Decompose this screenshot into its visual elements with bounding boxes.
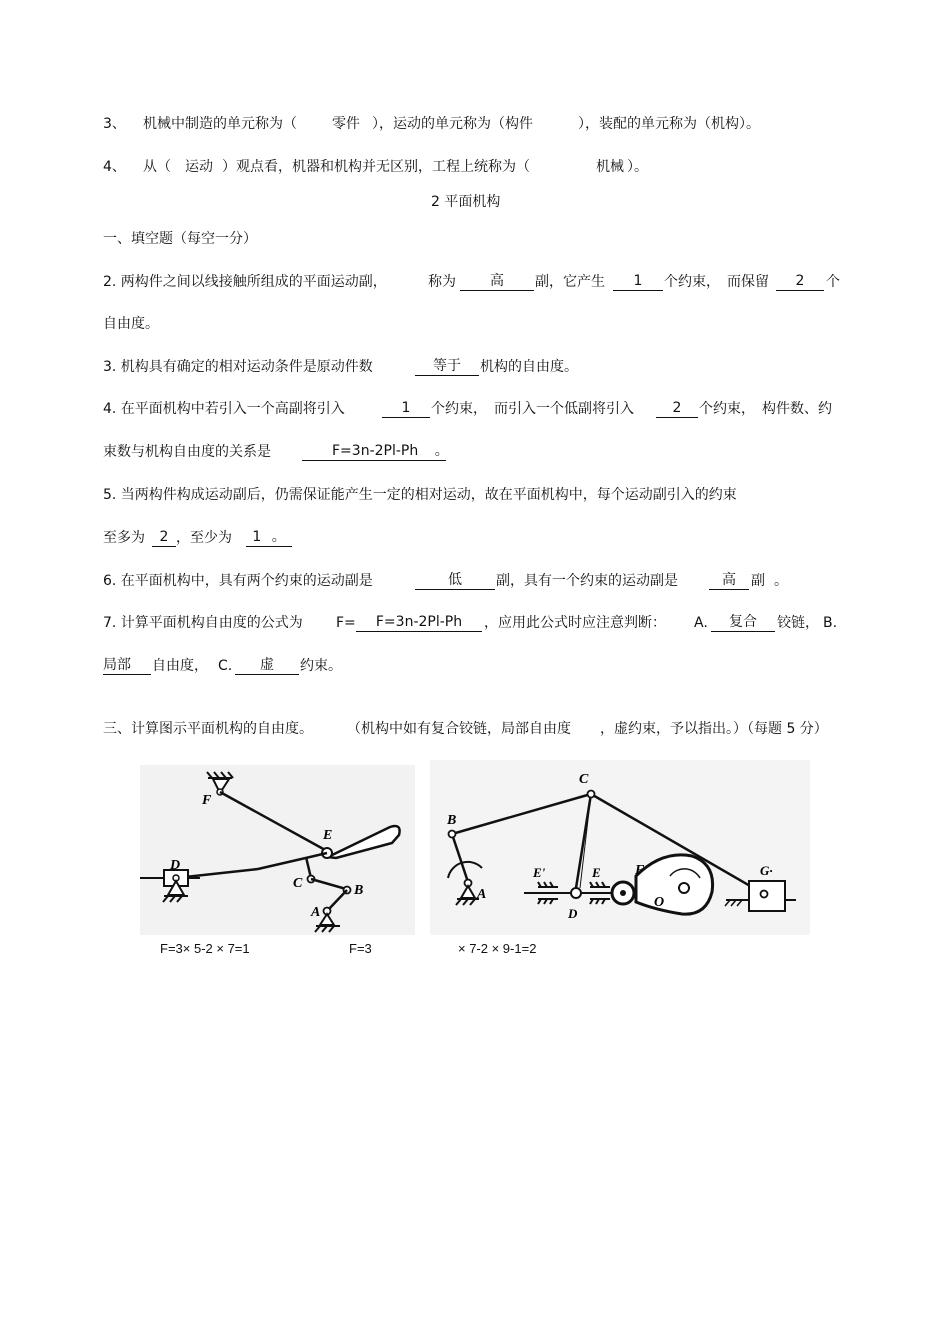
label-a2: A [477,887,487,902]
f7-text-3: ，应用此公式时应注意判断： [484,615,666,631]
joint-b2 [449,831,456,838]
f5-blank-1: 2 [152,528,176,547]
label-d: D [170,858,181,873]
f7-blank-4: 虚 [235,656,299,675]
f7-text-6: B. [823,615,838,631]
q4-text-3: ）。 [627,159,648,175]
f3-text-2: 机构的自由度。 [480,359,578,375]
label-f2: F [635,863,645,878]
f4-answer-3-suffix: 。 [434,443,449,459]
f7-text-2: F= [336,615,356,631]
f6-blank-1: 低 [415,571,495,590]
f7-blank-3: 局部 [103,656,151,675]
q4-answer-1: 运动 [185,159,213,175]
f7-text-1: 7. 计算平面机构自由度的公式为 [103,615,303,631]
label-c2: C [579,772,589,787]
part-3-text-3: ，虚约束，予以指出。）（每题 5 分） [600,721,828,737]
f5-text-2: 至多为 [103,530,145,546]
fill-2-line-2: 自由度。 [103,316,159,332]
joint-c2 [588,791,595,798]
f7-text-8: C. [218,658,233,674]
f7-blank-1: F=3n-2Pl-Ph [356,613,482,632]
f4-blank-3 [302,442,449,461]
part-3-text-2: （机构中如有复合铰链，局部自由度 [347,721,571,737]
label-b: B [354,883,364,898]
joint-d2 [571,888,581,898]
f6-blank-2: 高 [709,571,749,590]
f2-text-2: 称为 [428,274,456,290]
f4-text-3: 而引入一个低副将引入 [494,401,634,417]
f4-text-5: 构件数、约 [762,401,832,417]
mechanism-figure-2 [430,760,810,935]
part-3-text-1: 三、计算图示平面机构的自由度。 [103,721,313,737]
f4-text-4: 个约束， [699,401,755,417]
section-title: 2 平面机构 [431,194,501,210]
cam-pivot-o [679,883,689,893]
figure-1-background [140,765,415,935]
f4-blank-2: 2 [656,399,698,418]
f2-text-3: 副，它产生 [535,274,605,290]
q3-number: 3、 [103,116,126,132]
f3-text-1: 3. 机构具有确定的相对运动条件是原动件数 [103,359,373,375]
fill-5: 5. 当两构件构成运动副后，仍需保证能产生一定的相对运动，故在平面机构中，每个运动副引入的约束 [103,487,737,503]
q3-text-3: ），装配的单元称为（机构）。 [578,116,760,132]
f6-answer-2-suffix: 副 [751,573,765,589]
label-a: A [311,905,321,920]
f6-text-1: 6. 在平面机构中，具有两个约束的运动副是 [103,573,373,589]
label-c: C [293,876,303,891]
f5-answer-2-suffix: 。 [271,529,286,545]
f2-text-4: 个约束， [664,274,720,290]
q4-answer-2: 机械 [596,159,624,175]
f2-blank-2: 1 [613,272,663,291]
f4-text-6: 束数与机构自由度的关系是 [103,444,271,460]
f2-text-1: 2. 两构件之间以线接触所组成的平面运动副， [103,274,387,290]
f5-answer-2: 1 [252,529,262,545]
f7-blank-2: 复合 [711,613,775,632]
q3-answer-1: 零件 [332,116,360,132]
f5-blank-2 [246,528,292,547]
f7-text-7: 自由度， [152,658,208,674]
f3-blank-1: 等于 [415,357,479,376]
label-d2: D [568,906,578,921]
mechanism-figure-1 [140,765,415,935]
f2-blank-3: 2 [776,272,824,291]
q3-text-1: 机械中制造的单元称为（ [143,116,297,132]
f7-text-9: 约束。 [300,658,342,674]
label-f: F [202,793,212,808]
label-o: O [654,895,665,910]
f4-blank-1: 1 [382,399,430,418]
figure-1-caption: F=3× 5-2 × 7=1 [160,941,250,956]
label-g: G· [760,863,773,878]
f7-text-4: A. [694,615,708,631]
f2-blank-1: 高 [460,272,534,291]
f5-text-3: ，至少为 [176,530,232,546]
q4-text-2: ）观点看，机器和机构并无区别，工程上统称为（ [222,159,530,175]
f2-text-5: 而保留 [727,274,769,290]
label-e2: E [592,865,601,880]
f6-text-3: 。 [774,573,788,589]
f4-answer-3: F=3n-2Pl-Ph [332,443,419,459]
label-e: E [323,828,333,843]
f7-text-5: 铰链， [777,615,819,631]
figure-2-caption-a: F=3 [349,941,372,956]
f6-text-2: 副，具有一个约束的运动副是 [496,573,678,589]
f4-text-1: 4. 在平面机构中若引入一个高副将引入 [103,401,345,417]
f2-text-6: 个 [826,274,840,290]
label-e-prime: E' [533,865,546,880]
q3-text-2: ），运动的单元称为（构件 [372,116,533,132]
part-1-heading: 一、填空题（每空一分） [103,231,257,247]
roller-f-pin [620,890,626,896]
f4-text-2: 个约束， [431,401,487,417]
q4-number: 4、 [103,159,126,175]
figure-2-caption-b: × 7-2 × 9-1=2 [458,941,537,956]
q4-text-1: 从（ [143,159,171,175]
label-b2: B [447,813,457,828]
joint-g [761,891,768,898]
